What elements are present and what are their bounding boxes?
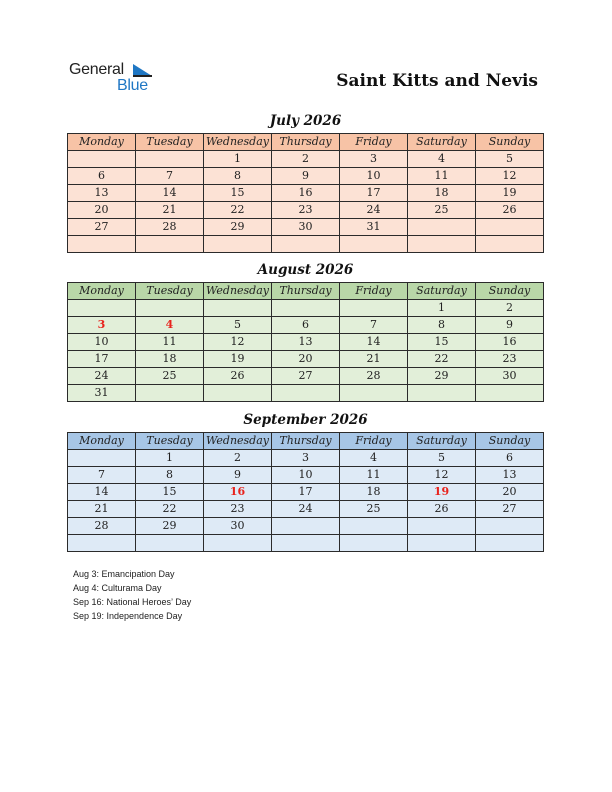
day-cell xyxy=(68,300,136,317)
week-row xyxy=(68,202,544,219)
day-cell xyxy=(272,300,340,317)
day-cell: 14 xyxy=(136,185,204,202)
day-cell: 23 xyxy=(272,202,340,219)
week-row xyxy=(68,535,544,552)
day-cell: 3 xyxy=(272,450,340,467)
day-cell xyxy=(136,385,204,402)
day-cell: 8 xyxy=(408,317,476,334)
day-cell: 30 xyxy=(272,219,340,236)
holiday-notes xyxy=(73,567,191,623)
day-cell: 23 xyxy=(476,351,544,368)
day-cell xyxy=(408,236,476,253)
day-cell xyxy=(340,236,408,253)
day-cell xyxy=(476,535,544,552)
day-cell: 9 xyxy=(204,467,272,484)
day-cell: 28 xyxy=(136,219,204,236)
week-row xyxy=(68,334,544,351)
weekday-header: Sunday xyxy=(476,433,544,450)
day-cell: 13 xyxy=(272,334,340,351)
holiday-note: Aug 4: Culturama Day xyxy=(73,583,162,593)
weekday-header: Wednesday xyxy=(204,134,272,151)
weekday-header: Friday xyxy=(340,134,408,151)
day-cell: 10 xyxy=(272,467,340,484)
day-cell: 8 xyxy=(136,467,204,484)
day-cell xyxy=(476,219,544,236)
day-cell xyxy=(340,518,408,535)
day-cell: 2 xyxy=(272,151,340,168)
day-cell xyxy=(476,518,544,535)
day-cell xyxy=(68,450,136,467)
day-cell xyxy=(340,535,408,552)
day-cell: 11 xyxy=(408,168,476,185)
day-cell xyxy=(408,219,476,236)
day-cell: 1 xyxy=(204,151,272,168)
day-cell xyxy=(340,385,408,402)
day-cell: 17 xyxy=(272,484,340,501)
day-cell: 1 xyxy=(408,300,476,317)
day-cell xyxy=(136,151,204,168)
day-cell: 3 xyxy=(340,151,408,168)
day-cell: 8 xyxy=(204,168,272,185)
day-cell xyxy=(68,236,136,253)
day-cell: 16 xyxy=(272,185,340,202)
day-cell: 17 xyxy=(68,351,136,368)
weekday-header: Monday xyxy=(68,283,136,300)
day-cell: 30 xyxy=(204,518,272,535)
country-title: Saint Kitts and Nevis xyxy=(336,71,538,91)
month-title-september: September 2026 xyxy=(243,412,368,428)
day-cell: 15 xyxy=(136,484,204,501)
day-cell: 30 xyxy=(476,368,544,385)
calendar-august xyxy=(67,282,544,402)
day-cell xyxy=(272,385,340,402)
day-cell: 1 xyxy=(136,450,204,467)
day-cell: 27 xyxy=(68,219,136,236)
day-cell xyxy=(204,385,272,402)
day-cell: 31 xyxy=(68,385,136,402)
day-cell: 6 xyxy=(476,450,544,467)
day-cell: 27 xyxy=(272,368,340,385)
day-cell: 14 xyxy=(340,334,408,351)
day-cell: 21 xyxy=(68,501,136,518)
day-cell xyxy=(272,236,340,253)
calendar-body xyxy=(68,450,544,552)
weekday-header: Tuesday xyxy=(136,134,204,151)
day-cell xyxy=(204,236,272,253)
week-row xyxy=(68,484,544,501)
week-row xyxy=(68,236,544,253)
day-cell: 16 xyxy=(476,334,544,351)
day-cell: 20 xyxy=(68,202,136,219)
day-cell xyxy=(136,300,204,317)
day-cell: 12 xyxy=(204,334,272,351)
day-cell: 7 xyxy=(68,467,136,484)
day-cell xyxy=(272,518,340,535)
week-row xyxy=(68,219,544,236)
day-cell: 19 xyxy=(408,484,476,501)
day-cell xyxy=(408,518,476,535)
day-cell: 18 xyxy=(408,185,476,202)
calendar-september xyxy=(67,432,544,552)
day-cell: 5 xyxy=(476,151,544,168)
weekday-header: Sunday xyxy=(476,134,544,151)
week-row xyxy=(68,467,544,484)
day-cell: 9 xyxy=(272,168,340,185)
weekday-header: Thursday xyxy=(272,283,340,300)
day-cell xyxy=(68,535,136,552)
day-cell xyxy=(204,535,272,552)
logo xyxy=(69,61,159,97)
week-row xyxy=(68,317,544,334)
day-cell: 15 xyxy=(408,334,476,351)
weekday-header: Thursday xyxy=(272,433,340,450)
day-cell: 29 xyxy=(408,368,476,385)
day-cell: 4 xyxy=(408,151,476,168)
day-cell: 5 xyxy=(204,317,272,334)
day-cell: 22 xyxy=(408,351,476,368)
week-row xyxy=(68,518,544,535)
calendar-july xyxy=(67,133,544,253)
day-cell xyxy=(408,385,476,402)
holiday-note: Sep 16: National Heroes’ Day xyxy=(73,597,192,607)
day-cell: 26 xyxy=(476,202,544,219)
day-cell: 22 xyxy=(136,501,204,518)
weekday-header: Wednesday xyxy=(204,283,272,300)
day-cell: 5 xyxy=(408,450,476,467)
day-cell: 22 xyxy=(204,202,272,219)
weekday-header-row xyxy=(68,433,544,450)
day-cell: 9 xyxy=(476,317,544,334)
day-cell: 27 xyxy=(476,501,544,518)
weekday-header: Thursday xyxy=(272,134,340,151)
day-cell: 6 xyxy=(68,168,136,185)
week-row xyxy=(68,385,544,402)
calendar-body xyxy=(68,300,544,402)
weekday-header: Saturday xyxy=(408,433,476,450)
day-cell xyxy=(476,236,544,253)
day-cell: 13 xyxy=(476,467,544,484)
week-row xyxy=(68,351,544,368)
day-cell: 26 xyxy=(204,368,272,385)
day-cell: 4 xyxy=(136,317,204,334)
day-cell: 14 xyxy=(68,484,136,501)
day-cell: 20 xyxy=(476,484,544,501)
day-cell: 24 xyxy=(272,501,340,518)
weekday-header-row xyxy=(68,283,544,300)
day-cell: 23 xyxy=(204,501,272,518)
month-title-august: August 2026 xyxy=(257,262,354,278)
logo-blue-text: Blue xyxy=(117,77,148,94)
logo-flag-icon xyxy=(133,62,153,78)
week-row xyxy=(68,501,544,518)
day-cell: 25 xyxy=(340,501,408,518)
day-cell: 16 xyxy=(204,484,272,501)
day-cell: 7 xyxy=(340,317,408,334)
week-row xyxy=(68,450,544,467)
day-cell: 13 xyxy=(68,185,136,202)
weekday-header: Tuesday xyxy=(136,283,204,300)
week-row xyxy=(68,151,544,168)
weekday-header: Saturday xyxy=(408,134,476,151)
weekday-header: Sunday xyxy=(476,283,544,300)
day-cell xyxy=(204,300,272,317)
weekday-header: Monday xyxy=(68,134,136,151)
day-cell xyxy=(408,535,476,552)
day-cell: 29 xyxy=(204,219,272,236)
day-cell xyxy=(136,236,204,253)
day-cell: 21 xyxy=(340,351,408,368)
day-cell: 26 xyxy=(408,501,476,518)
day-cell: 11 xyxy=(340,467,408,484)
day-cell xyxy=(476,385,544,402)
holiday-note: Sep 19: Independence Day xyxy=(73,611,183,621)
day-cell: 17 xyxy=(340,185,408,202)
calendar-body xyxy=(68,151,544,253)
day-cell: 25 xyxy=(408,202,476,219)
day-cell: 24 xyxy=(340,202,408,219)
day-cell: 3 xyxy=(68,317,136,334)
day-cell xyxy=(136,535,204,552)
day-cell: 19 xyxy=(204,351,272,368)
weekday-header: Friday xyxy=(340,433,408,450)
day-cell: 10 xyxy=(68,334,136,351)
day-cell: 4 xyxy=(340,450,408,467)
day-cell: 2 xyxy=(204,450,272,467)
month-title-july: July 2026 xyxy=(269,113,342,129)
weekday-header-row xyxy=(68,134,544,151)
week-row xyxy=(68,168,544,185)
holiday-note: Aug 3: Emancipation Day xyxy=(73,569,175,579)
day-cell: 11 xyxy=(136,334,204,351)
day-cell: 10 xyxy=(340,168,408,185)
day-cell: 21 xyxy=(136,202,204,219)
day-cell: 19 xyxy=(476,185,544,202)
day-cell: 15 xyxy=(204,185,272,202)
day-cell: 24 xyxy=(68,368,136,385)
weekday-header: Saturday xyxy=(408,283,476,300)
day-cell: 6 xyxy=(272,317,340,334)
day-cell: 20 xyxy=(272,351,340,368)
day-cell: 29 xyxy=(136,518,204,535)
week-row xyxy=(68,368,544,385)
day-cell: 31 xyxy=(340,219,408,236)
weekday-header: Wednesday xyxy=(204,433,272,450)
day-cell: 7 xyxy=(136,168,204,185)
day-cell: 18 xyxy=(136,351,204,368)
day-cell: 2 xyxy=(476,300,544,317)
day-cell: 28 xyxy=(68,518,136,535)
week-row xyxy=(68,185,544,202)
day-cell xyxy=(340,300,408,317)
day-cell xyxy=(68,151,136,168)
day-cell: 28 xyxy=(340,368,408,385)
day-cell xyxy=(272,535,340,552)
weekday-header: Friday xyxy=(340,283,408,300)
logo-general-text: General xyxy=(69,61,124,78)
day-cell: 12 xyxy=(408,467,476,484)
weekday-header: Monday xyxy=(68,433,136,450)
day-cell: 25 xyxy=(136,368,204,385)
week-row xyxy=(68,300,544,317)
weekday-header: Tuesday xyxy=(136,433,204,450)
day-cell: 18 xyxy=(340,484,408,501)
day-cell: 12 xyxy=(476,168,544,185)
